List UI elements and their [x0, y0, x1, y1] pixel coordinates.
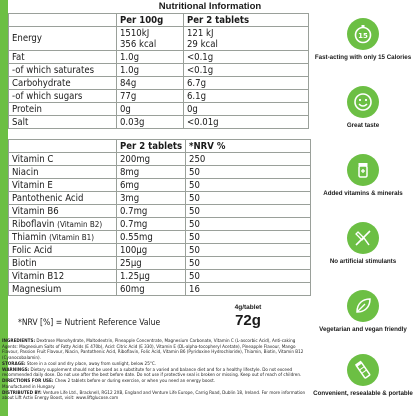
- row-label-sub: (Vitamin B1): [49, 232, 95, 242]
- row-label: Protein: [9, 103, 117, 116]
- row-label: -of which saturates: [9, 64, 117, 77]
- distributed-paragraph: [2, 391, 308, 402]
- header-blank: [9, 140, 117, 153]
- header-blank: [9, 14, 117, 27]
- nrv-footnote: *NRV [%] = Nutrient Reference Value: [18, 318, 161, 328]
- no-stimulants-icon: [347, 222, 379, 254]
- row-nrv: 50: [186, 205, 311, 218]
- storage-text: Store in a cool and dry place, away from sunlight, below 25°C.: [26, 361, 157, 367]
- feature-great-taste: [310, 86, 416, 130]
- row-nrv: 50: [186, 192, 311, 205]
- table-row: [9, 244, 311, 257]
- table-row: [9, 64, 309, 77]
- nutrition-title: Nutritional Information: [158, 1, 262, 12]
- row-label: Energy: [9, 27, 117, 51]
- row-nrv: 50: [186, 231, 311, 244]
- table-row: [9, 205, 311, 218]
- storage-paragraph: [2, 362, 308, 368]
- ingredients-paragraph: [2, 339, 308, 361]
- table-header-row: [9, 14, 309, 27]
- row-per-2-tablets: [184, 27, 309, 51]
- row-nrv: 50: [186, 218, 311, 231]
- vitamins-table: [8, 139, 311, 296]
- row-label: Folic Acid: [9, 244, 117, 257]
- table-row: [9, 116, 309, 129]
- table-row: [9, 218, 311, 231]
- row-label: Carbohydrate: [9, 77, 117, 90]
- row-per-100g: [117, 27, 184, 51]
- row-nrv: 250: [186, 153, 311, 166]
- row-label: -of which sugars: [9, 90, 117, 103]
- feature-label: No artificial stimulants: [329, 258, 397, 265]
- feature-fast-acting: [310, 18, 416, 62]
- row-per-100g: 77g: [117, 90, 184, 103]
- row-value: 200mg: [117, 153, 186, 166]
- table-header-row: [9, 140, 311, 153]
- table-row: [9, 153, 311, 166]
- row-per-2-tablets: 6.1g: [184, 90, 309, 103]
- table-row: [9, 90, 309, 103]
- distributed-heading: DISTRIBUTED BY:: [2, 390, 42, 396]
- directions-heading: DIRECTIONS FOR USE:: [2, 379, 54, 385]
- smiley-face-icon: [347, 86, 379, 118]
- row-label: Vitamin B12: [9, 270, 117, 283]
- row-nrv: 50: [186, 179, 311, 192]
- feature-label: Great taste: [346, 122, 380, 129]
- row-label: Fat: [9, 51, 117, 64]
- row-label-sub: (Vitamin B2): [57, 219, 103, 229]
- row-nrv: 50: [186, 270, 311, 283]
- row-label: Pantothenic Acid: [9, 192, 117, 205]
- table-row: [9, 51, 309, 64]
- storage-heading: STORAGE:: [2, 361, 26, 367]
- row-nrv: 50: [186, 257, 311, 270]
- table-row: [9, 179, 311, 192]
- row-nrv: 16: [186, 283, 311, 296]
- table-row: [9, 103, 309, 116]
- table-row: [9, 192, 311, 205]
- leaf-icon: [347, 290, 379, 322]
- row-label-main: Thiamin: [12, 231, 47, 243]
- energy-kcal-100g: 356 kcal: [120, 38, 157, 50]
- energy-kcal-2-tablets: 29 kcal: [187, 38, 218, 50]
- svg-text:15: 15: [358, 32, 368, 40]
- table-row: [9, 166, 311, 179]
- tablet-tube-icon: [347, 354, 379, 386]
- row-value: 8mg: [117, 166, 186, 179]
- row-per-100g: 0.03g: [117, 116, 184, 129]
- row-per-100g: 0g: [117, 103, 184, 116]
- row-value: 60mg: [117, 283, 186, 296]
- directions-text: Chew 2 tablets before or during exercise, or when you need an energy boost.: [54, 379, 216, 385]
- feature-label: Vegetarian and vegan friendly: [319, 326, 407, 333]
- nutrition-table: [8, 13, 309, 129]
- row-value: 3mg: [117, 192, 186, 205]
- table-row: [9, 231, 311, 244]
- row-per-2-tablets: <0.1g: [184, 51, 309, 64]
- table-row: [9, 27, 309, 51]
- row-value: 100µg: [117, 244, 186, 257]
- table-row: [9, 283, 311, 296]
- row-label: Niacin: [9, 166, 117, 179]
- net-weight: 72g: [235, 312, 261, 329]
- ingredients-text: Dextrose Monohydrate, Maltodextrin, Pineapple Concentrate, Magnesium Carbonate, Vitamin C (L-ascorbic Acid), Anti-caking Agents: Magnesium Salts of Fatty Acids (E 470b), Acid: Citric Acid (E 330), Vitamin E (DL-alpha-tocopheryl Acetate), Pineapple Flavour, Mango Flavour, Passion Fruit Flavour, Niacin, Pantothenic Acid, Riboflavin, Folic Acid, Vitamin B6 (Pyridoxine Hydrochloride), Thiamin, Biotin, Vitamin B12 (Cyanocobalamin).: [2, 339, 304, 361]
- row-value: 0.7mg: [117, 218, 186, 231]
- row-label: Vitamin C: [9, 153, 117, 166]
- row-value: 25µg: [117, 257, 186, 270]
- warnings-paragraph: [2, 368, 308, 379]
- row-per-2-tablets: <0.1g: [184, 64, 309, 77]
- header-nrv: *NRV %: [186, 140, 311, 153]
- feature-vitamins: [310, 154, 416, 198]
- row-label: [9, 231, 117, 244]
- row-per-100g: 1.0g: [117, 64, 184, 77]
- row-value: 6mg: [117, 179, 186, 192]
- feature-vegan: [310, 290, 416, 334]
- header-per-100g: Per 100g: [117, 14, 184, 27]
- per-tablet-label: 4g/tablet: [234, 304, 262, 311]
- row-label: [9, 218, 117, 231]
- row-value: 0.55mg: [117, 231, 186, 244]
- row-per-2-tablets: 0g: [184, 103, 309, 116]
- ingredients-heading: INGREDIENTS:: [2, 339, 36, 344]
- stopwatch-15-icon: [347, 18, 379, 50]
- directions-paragraph: [2, 379, 308, 385]
- distributed-text: Venture Life Ltd., Bracknell, RG12 2XB, England and Venture Life Europe, Carrig Road, Dublin 18, Ireland. For more information about Lift Activ Energy Boost, visit: www.liftglucose.com: [2, 390, 306, 402]
- table-row: [9, 270, 311, 283]
- table-row: [9, 77, 309, 90]
- row-label: Vitamin E: [9, 179, 117, 192]
- row-per-2-tablets: 6.7g: [184, 77, 309, 90]
- row-label: Salt: [9, 116, 117, 129]
- table-row: [9, 257, 311, 270]
- feature-label: Convenient, resealable & portable: [313, 390, 413, 397]
- row-label-main: Riboflavin: [12, 218, 55, 230]
- feature-label: Added vitamins & minerals: [323, 190, 403, 197]
- row-label: Biotin: [9, 257, 117, 270]
- energy-kj-2-tablets: 121 kJ: [187, 27, 214, 39]
- row-nrv: 50: [186, 166, 311, 179]
- fine-print: [2, 339, 308, 402]
- row-value: 0.7mg: [117, 205, 186, 218]
- row-nrv: 50: [186, 244, 311, 257]
- row-per-100g: 1.0g: [117, 51, 184, 64]
- row-per-2-tablets: <0.01g: [184, 116, 309, 129]
- warnings-heading: WARNINGS:: [2, 367, 30, 373]
- header-per-2-tablets: Per 2 tablets: [117, 140, 186, 153]
- row-label: Magnesium: [9, 283, 117, 296]
- feature-label: Fast-acting with only 15 Calories: [314, 54, 412, 61]
- warnings-text: Dietary supplement should not be used as a substitute for a varied and balance diet and for a healthy lifestyle. Do not exceed recommended daily dose. Do not use after the best before date. Do not use if protective seal is broken or missing. Keep out of reach of children.: [2, 367, 302, 379]
- header-per-2-tablets: Per 2 tablets: [184, 14, 309, 27]
- row-value: 1.25µg: [117, 270, 186, 283]
- energy-kj-100g: 1510kJ: [120, 27, 150, 39]
- feature-no-stimulants: [310, 222, 416, 266]
- pill-bottle-icon: [347, 154, 379, 186]
- feature-portable: [310, 354, 416, 398]
- row-per-100g: 84g: [117, 77, 184, 90]
- manufactured-text: Manufactured in Hungary.: [2, 384, 56, 390]
- row-label: Vitamin B6: [9, 205, 117, 218]
